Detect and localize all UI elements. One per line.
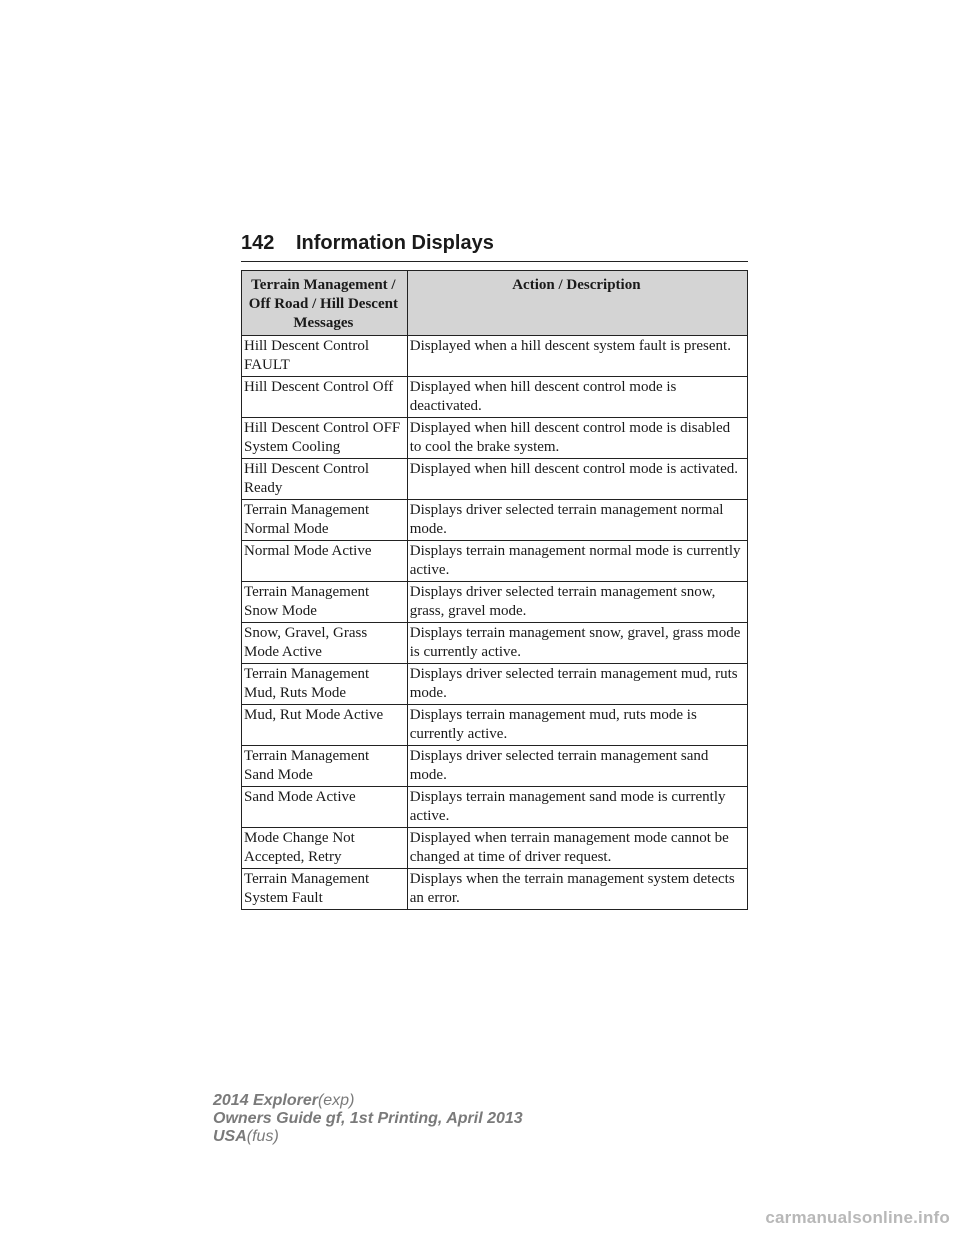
message-cell: Sand Mode Active	[242, 787, 408, 828]
table-header-row	[242, 271, 748, 336]
table-row	[242, 746, 748, 787]
table-row	[242, 336, 748, 377]
message-cell: Hill Descent Control Ready	[242, 459, 408, 500]
table-row	[242, 664, 748, 705]
description-cell: Displays driver selected terrain management mud, ruts mode.	[407, 664, 747, 705]
messages-table	[241, 270, 748, 910]
table-row	[242, 418, 748, 459]
message-cell: Hill Descent Control OFF System Cooling	[242, 418, 408, 459]
message-cell: Terrain Management System Fault	[242, 869, 408, 910]
description-cell: Displayed when hill descent control mode is deactivated.	[407, 377, 747, 418]
footer-line-2: Owners Guide gf, 1st Printing, April 2013	[213, 1110, 523, 1127]
description-cell: Displays driver selected terrain management normal mode.	[407, 500, 747, 541]
description-cell: Displayed when terrain management mode cannot be changed at time of driver request.	[407, 828, 747, 869]
description-cell: Displays driver selected terrain management sand mode.	[407, 746, 747, 787]
document-footer	[213, 1092, 523, 1146]
table-row	[242, 500, 748, 541]
table-row	[242, 623, 748, 664]
message-cell: Terrain Management Sand Mode	[242, 746, 408, 787]
description-cell: Displays terrain management mud, ruts mode is currently active.	[407, 705, 747, 746]
table-row	[242, 377, 748, 418]
description-cell: Displayed when hill descent control mode is disabled to cool the brake system.	[407, 418, 747, 459]
footer-line-3	[213, 1128, 523, 1146]
description-cell: Displays terrain management sand mode is currently active.	[407, 787, 747, 828]
message-cell: Mode Change Not Accepted, Retry	[242, 828, 408, 869]
page-number: 142	[241, 232, 275, 254]
message-cell: Snow, Gravel, Grass Mode Active	[242, 623, 408, 664]
description-cell: Displayed when a hill descent system fault is present.	[407, 336, 747, 377]
message-cell: Mud, Rut Mode Active	[242, 705, 408, 746]
footer-model-code: (exp)	[317, 1092, 355, 1109]
description-cell: Displays terrain management normal mode is currently active.	[407, 541, 747, 582]
column-header-messages: Terrain Management / Off Road / Hill Descent Messages	[242, 271, 408, 336]
message-cell: Terrain Management Normal Mode	[242, 500, 408, 541]
column-header-description: Action / Description	[407, 271, 747, 336]
table-row	[242, 787, 748, 828]
page-header	[241, 229, 748, 262]
watermark: carmanualsonline.info	[765, 1208, 950, 1227]
footer-model: 2014 Explorer	[213, 1092, 318, 1109]
description-cell: Displayed when hill descent control mode is activated.	[407, 459, 747, 500]
message-cell: Hill Descent Control FAULT	[242, 336, 408, 377]
table-row	[242, 828, 748, 869]
table-row	[242, 582, 748, 623]
table-row	[242, 459, 748, 500]
message-cell: Normal Mode Active	[242, 541, 408, 582]
table-row	[242, 541, 748, 582]
description-cell: Displays terrain management snow, gravel, grass mode is currently active.	[407, 623, 747, 664]
description-cell: Displays when the terrain management system detects an error.	[407, 869, 747, 910]
message-cell: Terrain Management Snow Mode	[242, 582, 408, 623]
message-cell: Terrain Management Mud, Ruts Mode	[242, 664, 408, 705]
footer-market-code: (fus)	[246, 1128, 279, 1145]
table-row	[242, 869, 748, 910]
section-title: Information Displays	[296, 232, 494, 254]
footer-line-1	[213, 1092, 523, 1110]
message-cell: Hill Descent Control Off	[242, 377, 408, 418]
table-row	[242, 705, 748, 746]
description-cell: Displays driver selected terrain management snow, grass, gravel mode.	[407, 582, 747, 623]
footer-market: USA	[213, 1128, 247, 1145]
